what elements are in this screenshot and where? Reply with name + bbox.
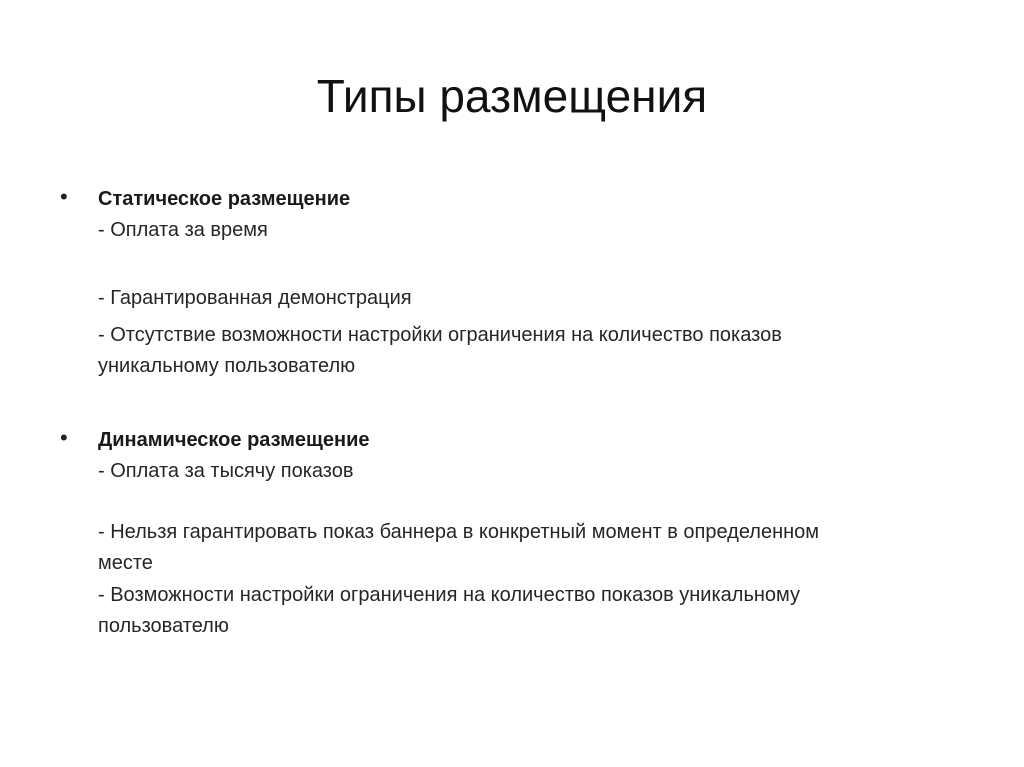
section-line: - Возможности настройки ограничения на количество показов уникальному [98, 584, 801, 606]
section-heading-static: Статическое размещение [98, 188, 351, 210]
slide-title: Типы размещения [316, 70, 708, 122]
section-line: - Отсутствие возможности настройки ограничения на количество показов [98, 324, 782, 346]
section-line: - Оплата за тысячу показов [98, 460, 354, 482]
section-line: - Нельзя гарантировать показ баннера в конкретный момент в определенном [98, 521, 820, 543]
section-line: - Оплата за время [98, 219, 268, 241]
section-line: уникальному пользователю [98, 355, 356, 377]
bullet-icon: • [60, 425, 68, 450]
section-line: - Гарантированная демонстрация [98, 287, 412, 309]
section-line: месте [98, 552, 153, 574]
bullet-icon: • [60, 184, 68, 209]
section-line: пользователю [98, 615, 229, 637]
section-heading-dynamic: Динамическое размещение [98, 429, 370, 451]
